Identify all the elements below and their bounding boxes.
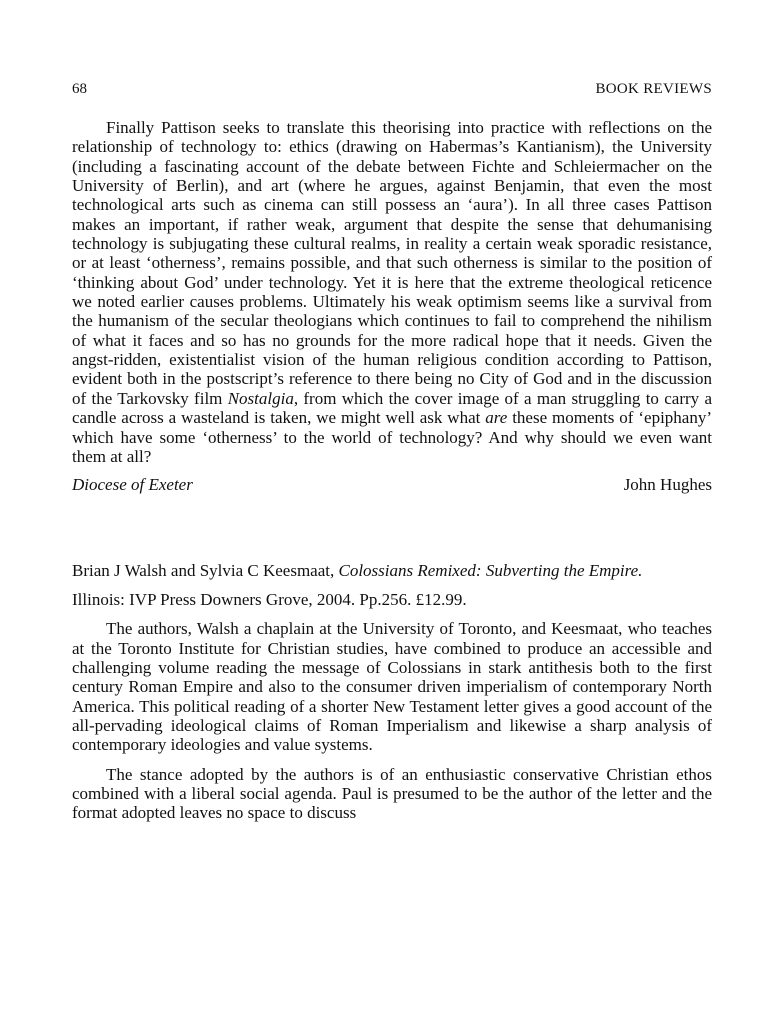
review1-paragraph <box>72 118 712 466</box>
reviewer-affiliation: Diocese of Exeter <box>72 475 193 495</box>
review1-text-2: , from which the cover image of a man struggling to carry a candle across a wasteland is taken, we might well ask what <box>72 388 712 428</box>
review-pattison <box>72 118 712 495</box>
running-head <box>72 78 712 100</box>
review-colossians-remixed <box>72 561 712 822</box>
review1-text-1: Finally Pattison seeks to translate this theorising into practice with reflections on the relationship of technology to: ethics (drawing on Habermas’s Kantianism), the University (including a fascinating account of the debate between Fichte and Schleiermacher on the University of Berlin), and art (where he argues, against Benjamin, that even the most technological arts such as cinema can still possess an ‘aura’). In all three cases Pattison makes an important, if rather weak, argument that despite the sense that dehumanising technology is subjugating these cultural realms, in reality a certain weak sporadic resistance, or at least ‘otherness’, remains possible, and that such otherness is similar to the position of ‘thinking about God’ under technology. Yet it is here that the extreme theological reticence we noted earlier causes problems. Ultimately his weak optimism seems like a survival from the humanism of the secular theologians which continues to fail to comprehend the nihilism of what it faces and so has no grounds for the more radical hope that it needs. Given the angst-ridden, existentialist vision of the human religious condition according to Pattison, evident both in the postscript’s reference to there being no City of God and in the discussion of the Tarkovsky film <box>72 118 712 408</box>
book-citation <box>72 561 712 581</box>
book-review-page <box>72 78 712 823</box>
book-title: Colossians Remixed: Subverting the Empire. <box>338 561 643 581</box>
section-title: BOOK REVIEWS <box>595 81 712 97</box>
emphasis-are: are <box>485 408 508 428</box>
publication-details: Illinois: IVP Press Downers Grove, 2004. Pp.256. £12.99. <box>72 590 467 610</box>
book-authors: Brian J Walsh and Sylvia C Keesmaat, <box>72 561 339 581</box>
review2-paragraph-2: The stance adopted by the authors is of an enthusiastic conservative Christian ethos combined with a liberal social agenda. Paul is presumed to be the author of the letter and the format adopted leaves no space to discuss <box>72 764 712 823</box>
film-title-nostalgia: Nostalgia <box>227 388 294 408</box>
page-number: 68 <box>72 81 87 97</box>
review1-text-3: these moments of ‘epiphany’ which have some ‘otherness’ to the world of technology? And why should we even want them at all? <box>72 408 713 466</box>
reviewer-name: John Hughes <box>623 475 712 495</box>
review2-paragraph-1: The authors, Walsh a chaplain at the University of Toronto, and Keesmaat, who teaches at the Toronto Institute for Christian studies, have combined to produce an accessible and challenging volume reading the message of Colossians in stark antithesis both to the first century Roman Empire and also to the consumer driven imperialism of contemporary North America. This political reading of a shorter New Testament letter gives a good account of the all-pervading ideological claims of Roman Imperialism and likewise a sharp analysis of contemporary ideologies and value systems. <box>72 619 712 755</box>
reviewer-signature <box>72 475 712 495</box>
